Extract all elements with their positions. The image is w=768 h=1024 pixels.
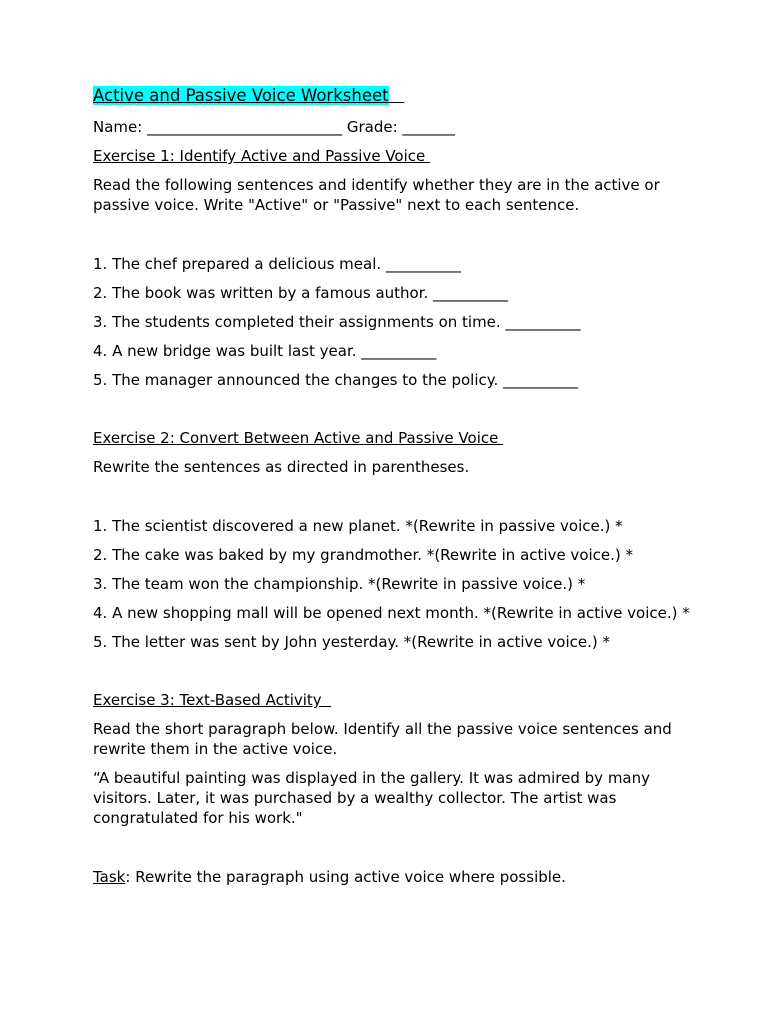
spacer [93,837,708,857]
spacer [93,399,708,419]
task-line [93,867,708,887]
exercise1-heading: Exercise 1: Identify Active and Passive Voice [93,147,431,165]
exercise2-heading: Exercise 2: Convert Between Active and Passive Voice [93,429,504,447]
exercise2-instructions: Rewrite the sentences as directed in parentheses. [93,458,470,476]
task-label: Task [93,868,126,886]
exercise1-item: 3. The students completed their assignments on time. __________ [93,313,581,331]
task-text: : Rewrite the paragraph using active voice where possible. [125,868,566,886]
exercise1-instructions: Read the following sentences and identify whether they are in the active or passive voice. Write "Active" or "Passive" next to each sentence. [93,176,660,214]
spacer [93,661,708,681]
exercise2-item: 2. The cake was baked by my grandmother. *(Rewrite in active voice.) * [93,546,634,564]
exercise3-instructions: Read the short paragraph below. Identify all the passive voice sentences and rewrite them in the active voice. [93,720,672,758]
worksheet-title [93,86,708,106]
exercise2-item: 5. The letter was sent by John yesterday. *(Rewrite in active voice.) * [93,633,610,651]
spacer [93,486,708,506]
exercise1-item: 2. The book was written by a famous author. __________ [93,284,509,302]
title-highlight: Active and Passive Voice Worksheet [93,86,389,105]
exercise1-item: 4. A new bridge was built last year. __________ [93,342,437,360]
exercise2-item: 3. The team won the championship. *(Rewrite in passive voice.) * [93,575,586,593]
exercise3-paragraph: “A beautiful painting was displayed in the gallery. It was admired by many visitors. Later, it was purchased by a wealthy collector. The artist was congratulated for his work." [93,769,651,827]
title-trailing-underline [389,86,405,105]
exercise3-heading: Exercise 3: Text-Based Activity [93,691,332,709]
name-grade-line: Name: __________________________ Grade: _______ [93,118,455,136]
exercise1-item: 1. The chef prepared a delicious meal. __________ [93,255,461,273]
exercise2-item: 4. A new shopping mall will be opened next month. *(Rewrite in active voice.) * [93,604,690,622]
exercise1-item: 5. The manager announced the changes to the policy. __________ [93,371,579,389]
exercise2-item: 1. The scientist discovered a new planet. *(Rewrite in passive voice.) * [93,517,623,535]
spacer [93,224,708,244]
